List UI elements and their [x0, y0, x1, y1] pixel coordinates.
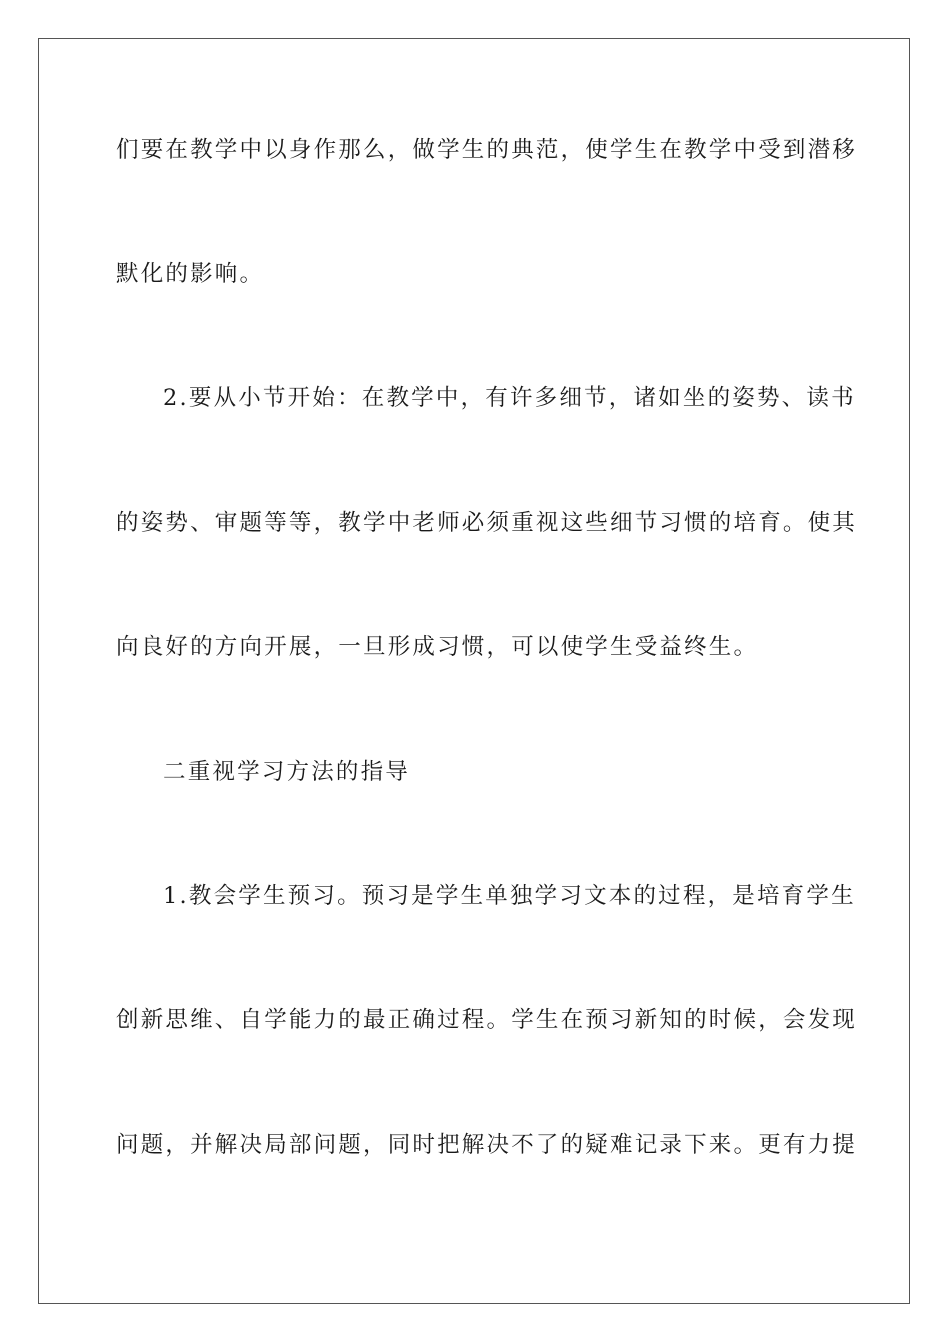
page-border	[38, 38, 910, 1304]
paragraph-line: 创新思维、自学能力的最正确过程。学生在预习新知的时候，会发现	[116, 1007, 858, 1033]
paragraph-line: 的姿势、审题等等，教学中老师必须重视这些细节习惯的培育。使其	[116, 510, 858, 536]
paragraph-line: 1.教会学生预习。预习是学生单独学习文本的过程，是培育学生	[163, 883, 856, 909]
paragraph-line: 问题，并解决局部问题，同时把解决不了的疑难记录下来。更有力提	[116, 1132, 858, 1158]
paragraph-line: 向良好的方向开展，一旦形成习惯，可以使学生受益终生。	[116, 634, 759, 660]
paragraph-line: 默化的影响。	[116, 261, 265, 287]
paragraph-line: 们要在教学中以身作那么，做学生的典范，使学生在教学中受到潜移	[116, 137, 858, 163]
paragraph-line: 2.要从小节开始：在教学中，有许多细节，诸如坐的姿势、读书	[163, 385, 856, 411]
section-heading: 二重视学习方法的指导	[163, 759, 411, 785]
